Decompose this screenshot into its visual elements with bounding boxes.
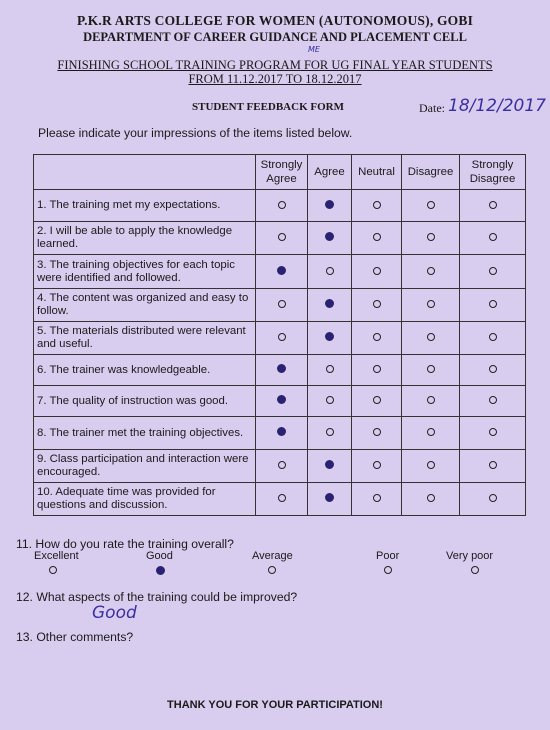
rating-radio-average[interactable] [268,566,276,574]
radio-button[interactable] [278,494,286,502]
answer-cell [308,355,352,386]
radio-button[interactable] [427,494,435,502]
radio-button[interactable] [373,396,381,404]
answer-cell [256,222,308,255]
answer-cell [402,450,460,483]
radio-button[interactable] [489,233,497,241]
answer-cell [460,417,526,450]
answer-cell [308,222,352,255]
radio-button[interactable] [325,299,334,308]
table-row [34,190,526,222]
answer-cell [352,355,402,386]
program-insert-mark: ME [308,45,320,54]
answer-cell [352,386,402,417]
program-dates: FROM 11.12.2017 TO 18.12.2017 [188,72,362,86]
radio-button[interactable] [427,365,435,373]
answer-cell [460,483,526,516]
answer-cell [352,483,402,516]
radio-button[interactable] [373,300,381,308]
radio-button[interactable] [489,428,497,436]
question-13: 13. Other comments? [16,630,134,644]
radio-button[interactable] [278,233,286,241]
table-row [34,355,526,386]
thank-you-footer: THANK YOU FOR YOUR PARTICIPATION! [167,699,383,711]
answer-12[interactable]: Good [92,603,137,623]
radio-button[interactable] [326,365,334,373]
radio-button[interactable] [489,201,497,209]
question-text: 9. Class participation and interaction were encouraged. [34,450,256,483]
question-12: 12. What aspects of the training could be improved? [16,590,298,604]
answer-cell [308,417,352,450]
radio-button[interactable] [373,201,381,209]
radio-button[interactable] [373,494,381,502]
table-header-row [34,155,526,190]
radio-button[interactable] [277,266,286,275]
radio-button[interactable] [278,300,286,308]
question-text: 6. The trainer was knowledgeable. [34,355,256,386]
column-header: Neutral [352,155,402,190]
radio-button[interactable] [373,267,381,275]
table-row [34,450,526,483]
radio-button[interactable] [373,365,381,373]
radio-button[interactable] [427,333,435,341]
question-text: 4. The content was organized and easy to follow. [34,289,256,322]
answer-cell [402,322,460,355]
rating-radio-excellent[interactable] [49,566,57,574]
rating-radio-good[interactable] [156,566,165,575]
answer-cell [352,255,402,289]
answer-cell [460,289,526,322]
feedback-table [33,154,526,516]
radio-button[interactable] [326,428,334,436]
radio-button[interactable] [427,461,435,469]
answer-cell [352,289,402,322]
instructions: Please indicate your impressions of the items listed below. [38,126,353,140]
radio-button[interactable] [373,461,381,469]
table-row [34,322,526,355]
radio-button[interactable] [373,428,381,436]
question-text: 7. The quality of instruction was good. [34,386,256,417]
answer-cell [308,255,352,289]
answer-cell [308,289,352,322]
table-row [34,483,526,516]
answer-cell [460,255,526,289]
radio-button[interactable] [277,364,286,373]
radio-button[interactable] [326,267,334,275]
radio-button[interactable] [489,333,497,341]
rating-radio-very-poor[interactable] [471,566,479,574]
answer-cell [308,483,352,516]
answer-cell [352,322,402,355]
answer-cell [460,355,526,386]
answer-cell [352,222,402,255]
answer-cell [402,222,460,255]
radio-button[interactable] [278,461,286,469]
radio-button[interactable] [373,333,381,341]
answer-cell [256,450,308,483]
answer-cell [402,355,460,386]
radio-button[interactable] [427,201,435,209]
answer-cell [460,450,526,483]
radio-button[interactable] [427,300,435,308]
radio-button[interactable] [325,493,334,502]
answer-cell [308,190,352,222]
answer-cell [460,386,526,417]
program-title-part1: FINISHING SCHOOL TRAINING PROGRAM [57,58,301,72]
radio-button[interactable] [489,461,497,469]
column-header: Disagree [402,155,460,190]
rating-label-average: Average [252,550,293,562]
radio-button[interactable] [427,396,435,404]
answer-cell [256,417,308,450]
radio-button[interactable] [325,460,334,469]
radio-button[interactable] [278,201,286,209]
radio-button[interactable] [489,365,497,373]
answer-cell [308,450,352,483]
question-11: 11. How do you rate the training overall? [16,537,234,551]
radio-button[interactable] [278,333,286,341]
rating-label-excellent: Excellent [34,550,79,562]
answer-cell [352,190,402,222]
question-text: 5. The materials distributed were relevant and useful. [34,322,256,355]
radio-button[interactable] [326,396,334,404]
answer-cell [402,190,460,222]
radio-button[interactable] [373,233,381,241]
answer-cell [256,322,308,355]
rating-label-good: Good [146,550,173,562]
answer-cell [352,450,402,483]
question-text: 8. The trainer met the training objectives. [34,417,256,450]
answer-cell [308,386,352,417]
radio-button[interactable] [277,395,286,404]
answer-cell [460,190,526,222]
question-text: 1. The training met my expectations. [34,190,256,222]
answer-cell [402,483,460,516]
radio-button[interactable] [489,494,497,502]
table-row [34,255,526,289]
radio-button[interactable] [489,267,497,275]
rating-label-very-poor: Very poor [446,550,494,562]
radio-button[interactable] [277,427,286,436]
radio-button[interactable] [427,428,435,436]
radio-button[interactable] [427,267,435,275]
college-name: P.K.R ARTS COLLEGE FOR WOMEN (AUTONOMOUS), GOBI [76,13,474,28]
rating-radio-poor[interactable] [384,566,392,574]
date-label: Date: [419,101,445,115]
form-title: STUDENT FEEDBACK FORM [192,101,344,113]
answer-cell [352,417,402,450]
answer-cell [402,386,460,417]
answer-cell [460,222,526,255]
radio-button[interactable] [325,232,334,241]
radio-button[interactable] [427,233,435,241]
answer-cell [256,289,308,322]
table-row [34,417,526,450]
table-row [34,222,526,255]
answer-cell [308,322,352,355]
column-header: Agree [308,155,352,190]
program-title-part2: FOR UG FINAL YEAR STUDENTS [300,58,493,72]
table-row [34,386,526,417]
question-text: 10. Adequate time was provided for questions and discussion. [34,483,256,516]
answer-cell [402,255,460,289]
radio-button[interactable] [489,300,497,308]
radio-button[interactable] [325,200,334,209]
column-header: Strongly Agree [256,155,308,190]
date-value[interactable]: 18/12/2017 [448,96,546,116]
answer-cell [256,483,308,516]
answer-cell [402,289,460,322]
answer-cell [460,322,526,355]
column-header: Strongly Disagree [460,155,526,190]
question-column-header [34,155,256,190]
radio-button[interactable] [489,396,497,404]
rating-label-poor: Poor [376,550,400,562]
question-text: 3. The training objectives for each topic were identified and followed. [34,255,256,289]
table-row [34,289,526,322]
answer-cell [402,417,460,450]
radio-button[interactable] [325,332,334,341]
question-text: 2. I will be able to apply the knowledge learned. [34,222,256,255]
program-title [0,58,550,73]
answer-cell [256,386,308,417]
answer-cell [256,355,308,386]
answer-cell [256,190,308,222]
department-name: DEPARTMENT OF CAREER GUIDANCE AND PLACEMENT CELL [83,30,467,44]
answer-cell [256,255,308,289]
